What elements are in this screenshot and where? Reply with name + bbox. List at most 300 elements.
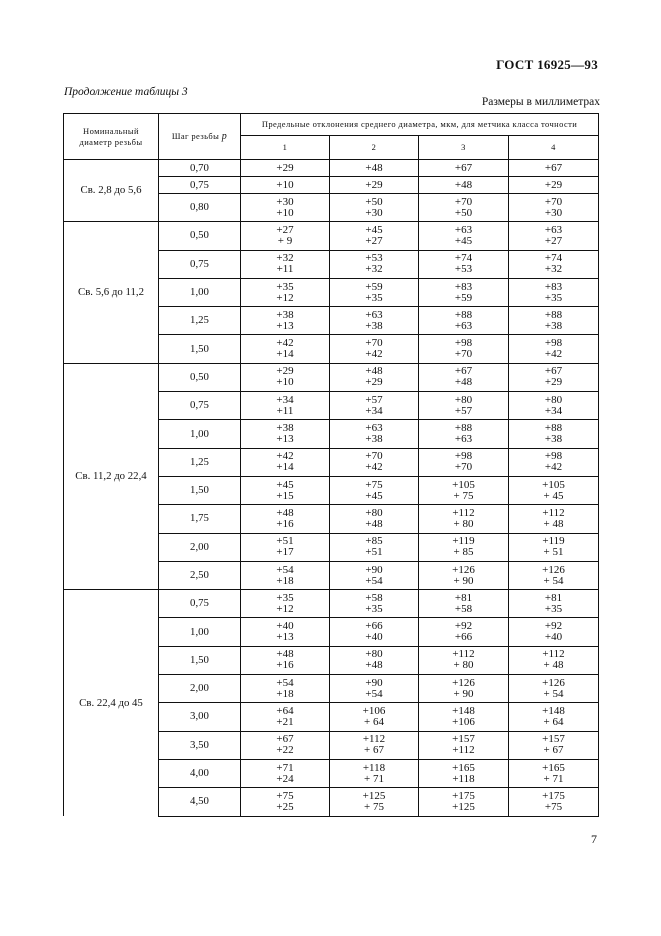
upper-deviation: +126	[542, 563, 565, 576]
lower-deviation: +63	[454, 433, 473, 446]
thread-pitch-cell: 1,00	[159, 618, 241, 646]
upper-deviation: +175	[452, 789, 475, 802]
deviation-cell-class-1	[241, 646, 330, 674]
upper-deviation: +75	[365, 478, 383, 491]
upper-deviation: +98	[544, 337, 563, 350]
deviation-cell-class-1	[241, 561, 330, 589]
lower-deviation: +42	[544, 461, 563, 474]
thread-pitch-cell: 1,75	[159, 505, 241, 533]
table-row	[64, 222, 599, 250]
upper-deviation: +67	[454, 365, 473, 378]
lower-deviation: +25	[276, 800, 294, 813]
upper-deviation: +81	[544, 591, 563, 604]
deviation-cell-class-1	[241, 160, 330, 177]
lower-deviation: +63	[454, 319, 473, 332]
deviation-cell-class-3	[419, 278, 509, 306]
upper-deviation: +32	[276, 252, 294, 265]
deviation-cell-class-3	[419, 476, 509, 504]
deviation-cell-class-1	[241, 590, 330, 618]
deviation-cell-class-3	[419, 618, 509, 646]
lower-deviation: + 64	[364, 715, 384, 728]
lower-deviation: +35	[544, 602, 563, 615]
lower-deviation: +14	[276, 461, 294, 474]
deviation-cell-class-3	[419, 222, 509, 250]
lower-deviation: + 48	[543, 659, 564, 672]
deviation-cell-class-1	[241, 618, 330, 646]
lower-deviation: +53	[454, 263, 473, 276]
lower-deviation: +58	[454, 602, 473, 615]
lower-deviation: +10	[276, 206, 294, 219]
upper-deviation: +54	[276, 676, 294, 689]
lower-deviation: + 90	[453, 574, 474, 587]
deviation-cell-class-3	[419, 505, 509, 533]
deviation-cell-class-1	[241, 759, 330, 787]
nominal-diameter-cell: Св. 22,4 до 45	[64, 590, 159, 816]
deviation-cell-class-4	[509, 307, 599, 335]
upper-deviation: +45	[276, 478, 294, 491]
lower-deviation: +54	[365, 687, 383, 700]
lower-deviation: +40	[544, 631, 563, 644]
deviation-cell-class-4	[509, 222, 599, 250]
deviation-cell-class-3	[419, 759, 509, 787]
deviation-cell-class-1	[241, 731, 330, 759]
thread-pitch-cell: 0,75	[159, 392, 241, 420]
upper-deviation: +98	[454, 450, 473, 463]
thread-pitch-cell: 3,00	[159, 703, 241, 731]
deviation-cell-class-2	[330, 278, 419, 306]
thread-pitch-cell: 2,00	[159, 675, 241, 703]
lower-deviation: +70	[454, 348, 473, 361]
deviation-cell-class-2	[330, 675, 419, 703]
deviation-cell-class-3	[419, 250, 509, 278]
upper-deviation: +63	[544, 223, 563, 236]
deviation-cell-class-2	[330, 160, 419, 177]
thread-pitch-cell: 1,00	[159, 278, 241, 306]
lower-deviation: +10	[276, 376, 294, 389]
header-pitch-symbol: p	[221, 131, 228, 142]
upper-deviation: +74	[454, 252, 473, 265]
upper-deviation: +67	[544, 161, 563, 174]
upper-deviation: +112	[452, 648, 475, 661]
upper-deviation: +165	[452, 761, 475, 774]
deviation-cell-class-4	[509, 335, 599, 363]
upper-deviation: +165	[542, 761, 565, 774]
lower-deviation: + 75	[364, 800, 384, 813]
deviation-cell-class-3	[419, 788, 509, 816]
upper-deviation: +92	[454, 620, 473, 633]
deviation-cell-class-3	[419, 703, 509, 731]
lower-deviation: +13	[276, 319, 294, 332]
deviation-cell-class-2	[330, 618, 419, 646]
lower-deviation: +118	[452, 772, 475, 785]
upper-deviation: +67	[276, 733, 294, 746]
deviation-cell-class-1	[241, 505, 330, 533]
lower-deviation: +16	[276, 659, 294, 672]
lower-deviation: +18	[276, 687, 294, 700]
lower-deviation: + 75	[453, 489, 474, 502]
lower-deviation: + 80	[453, 517, 474, 530]
deviation-cell-class-1	[241, 222, 330, 250]
thread-pitch-cell: 1,25	[159, 307, 241, 335]
upper-deviation: +40	[276, 620, 294, 633]
lower-deviation: + 48	[543, 517, 564, 530]
upper-deviation: +48	[365, 161, 383, 174]
deviation-cell-class-3	[419, 646, 509, 674]
thread-pitch-cell: 1,50	[159, 335, 241, 363]
lower-deviation: +21	[276, 715, 294, 728]
lower-deviation: +38	[365, 433, 383, 446]
upper-deviation: +126	[452, 563, 475, 576]
upper-deviation: +53	[365, 252, 383, 265]
upper-deviation: +106	[362, 704, 386, 717]
lower-deviation: + 51	[543, 546, 564, 559]
lower-deviation: +42	[365, 461, 383, 474]
upper-deviation: +29	[544, 178, 563, 191]
deviation-cell-class-2	[330, 335, 419, 363]
upper-deviation: +112	[362, 733, 386, 746]
deviation-cell-class-1	[241, 307, 330, 335]
deviation-cell-class-1	[241, 250, 330, 278]
upper-deviation: +57	[365, 393, 383, 406]
lower-deviation: +35	[365, 291, 383, 304]
upper-deviation: +35	[276, 591, 294, 604]
deviation-cell-class-1	[241, 703, 330, 731]
upper-deviation: +119	[452, 535, 475, 548]
upper-deviation: +38	[276, 308, 294, 321]
deviation-cell-class-1	[241, 675, 330, 703]
upper-deviation: +67	[544, 365, 563, 378]
upper-deviation: +88	[544, 308, 563, 321]
upper-deviation: +88	[454, 422, 473, 435]
upper-deviation: +48	[454, 178, 473, 191]
deviation-cell-class-1	[241, 194, 330, 222]
deviation-cell-class-4	[509, 618, 599, 646]
lower-deviation: + 54	[543, 574, 564, 587]
lower-deviation: + 54	[543, 687, 564, 700]
deviation-cell-class-2	[330, 590, 419, 618]
upper-deviation: +88	[544, 422, 563, 435]
lower-deviation: + 71	[543, 772, 564, 785]
thread-pitch-cell: 3,50	[159, 731, 241, 759]
upper-deviation: +126	[542, 676, 565, 689]
deviation-cell-class-4	[509, 420, 599, 448]
deviation-cell-class-2	[330, 250, 419, 278]
upper-deviation: +67	[454, 161, 473, 174]
upper-deviation: +45	[365, 223, 383, 236]
deviation-cell-class-3	[419, 160, 509, 177]
upper-deviation: +42	[276, 450, 294, 463]
lower-deviation: +32	[544, 263, 563, 276]
deviation-cell-class-3	[419, 590, 509, 618]
upper-deviation: +29	[276, 161, 294, 174]
upper-deviation: +81	[454, 591, 473, 604]
upper-deviation: +112	[542, 506, 565, 519]
lower-deviation: +42	[365, 348, 383, 361]
lower-deviation: +70	[454, 461, 473, 474]
upper-deviation: +63	[454, 223, 473, 236]
deviation-cell-class-4	[509, 160, 599, 177]
upper-deviation: +34	[276, 393, 294, 406]
deviation-cell-class-1	[241, 278, 330, 306]
upper-deviation: +112	[542, 648, 565, 661]
lower-deviation: +75	[544, 800, 563, 813]
deviation-cell-class-4	[509, 590, 599, 618]
lower-deviation: +112	[452, 744, 475, 757]
deviation-cell-class-3	[419, 420, 509, 448]
tolerance-table	[63, 113, 599, 817]
upper-deviation: +98	[454, 337, 473, 350]
deviation-cell-class-1	[241, 476, 330, 504]
lower-deviation: + 9	[277, 234, 293, 247]
upper-deviation: +48	[276, 506, 294, 519]
upper-deviation: +80	[365, 648, 383, 661]
upper-deviation: +29	[365, 178, 383, 191]
upper-deviation: +35	[276, 280, 294, 293]
deviation-cell-class-2	[330, 194, 419, 222]
deviation-cell-class-4	[509, 476, 599, 504]
header-deviation: Предельные отклонения среднего диаметра, мкм, для метчика класса точности	[241, 114, 599, 136]
lower-deviation: + 67	[543, 744, 564, 757]
header-class-3: 3	[419, 136, 509, 160]
thread-pitch-cell: 1,50	[159, 646, 241, 674]
standard-number: ГОСТ 16925—93	[496, 57, 598, 72]
upper-deviation: +54	[276, 563, 294, 576]
deviation-cell-class-2	[330, 177, 419, 194]
table-row	[64, 363, 599, 391]
upper-deviation: +70	[365, 337, 383, 350]
deviation-cell-class-3	[419, 177, 509, 194]
lower-deviation: + 71	[364, 772, 384, 785]
lower-deviation: +27	[544, 234, 563, 247]
upper-deviation: +92	[544, 620, 563, 633]
table-continuation-caption: Продолжение таблицы 3	[64, 86, 188, 98]
deviation-cell-class-3	[419, 335, 509, 363]
thread-pitch-cell: 0,50	[159, 363, 241, 391]
deviation-cell-class-2	[330, 703, 419, 731]
lower-deviation: +14	[276, 348, 294, 361]
upper-deviation: +83	[454, 280, 473, 293]
deviation-cell-class-3	[419, 675, 509, 703]
header-pitch-label: Шаг резьбы	[171, 131, 220, 141]
upper-deviation: +74	[544, 252, 563, 265]
deviation-cell-class-3	[419, 533, 509, 561]
lower-deviation: +38	[544, 319, 563, 332]
lower-deviation: + 64	[543, 715, 564, 728]
lower-deviation: +45	[365, 489, 383, 502]
table-body	[64, 160, 599, 817]
lower-deviation: +50	[454, 206, 473, 219]
upper-deviation: +48	[276, 648, 294, 661]
lower-deviation: + 90	[453, 687, 474, 700]
deviation-cell-class-2	[330, 731, 419, 759]
header-nominal-diameter: Номинальный диаметр резьбы	[64, 114, 159, 160]
lower-deviation: +11	[276, 263, 294, 276]
lower-deviation: +48	[365, 517, 383, 530]
upper-deviation: +157	[542, 733, 565, 746]
upper-deviation: +105	[542, 478, 565, 491]
upper-deviation: +30	[276, 195, 294, 208]
lower-deviation: +59	[454, 291, 473, 304]
upper-deviation: +50	[365, 195, 383, 208]
upper-deviation: +90	[365, 676, 383, 689]
lower-deviation: +18	[276, 574, 294, 587]
lower-deviation: +34	[365, 404, 383, 417]
upper-deviation: +112	[452, 506, 475, 519]
upper-deviation: +148	[542, 704, 565, 717]
lower-deviation: +12	[276, 291, 294, 304]
lower-deviation: +17	[276, 546, 294, 559]
upper-deviation: +105	[452, 478, 475, 491]
lower-deviation: +27	[365, 234, 383, 247]
upper-deviation: +175	[542, 789, 565, 802]
upper-deviation: +157	[452, 733, 475, 746]
deviation-cell-class-3	[419, 561, 509, 589]
upper-deviation: +148	[452, 704, 475, 717]
thread-pitch-cell: 1,25	[159, 448, 241, 476]
deviation-cell-class-4	[509, 561, 599, 589]
deviation-cell-class-1	[241, 177, 330, 194]
nominal-diameter-cell: Св. 5,6 до 11,2	[64, 222, 159, 363]
deviation-cell-class-2	[330, 533, 419, 561]
deviation-cell-class-1	[241, 533, 330, 561]
lower-deviation: +22	[276, 744, 294, 757]
thread-pitch-cell: 2,50	[159, 561, 241, 589]
deviation-cell-class-2	[330, 646, 419, 674]
deviation-cell-class-4	[509, 731, 599, 759]
upper-deviation: +70	[544, 195, 563, 208]
deviation-cell-class-3	[419, 448, 509, 476]
thread-pitch-cell: 0,75	[159, 250, 241, 278]
upper-deviation: +27	[276, 223, 294, 236]
deviation-cell-class-2	[330, 759, 419, 787]
header-class-2: 2	[330, 136, 419, 160]
upper-deviation: +51	[276, 535, 294, 548]
upper-deviation: +125	[362, 789, 386, 802]
upper-deviation: +126	[452, 676, 475, 689]
lower-deviation: +66	[454, 631, 473, 644]
lower-deviation: + 80	[453, 659, 474, 672]
deviation-cell-class-3	[419, 194, 509, 222]
thread-pitch-cell: 0,75	[159, 177, 241, 194]
upper-deviation: +64	[276, 704, 294, 717]
upper-deviation: +63	[365, 308, 383, 321]
upper-deviation: +70	[454, 195, 473, 208]
upper-deviation: +118	[362, 761, 386, 774]
lower-deviation: +42	[544, 348, 563, 361]
upper-deviation: +85	[365, 535, 383, 548]
upper-deviation: +70	[365, 450, 383, 463]
upper-deviation: +29	[276, 365, 294, 378]
upper-deviation: +80	[454, 393, 473, 406]
lower-deviation: +15	[276, 489, 294, 502]
thread-pitch-cell: 0,70	[159, 160, 241, 177]
deviation-cell-class-1	[241, 420, 330, 448]
thread-pitch-cell: 0,75	[159, 590, 241, 618]
lower-deviation: +54	[365, 574, 383, 587]
deviation-cell-class-1	[241, 448, 330, 476]
deviation-cell-class-2	[330, 448, 419, 476]
header-thread-pitch	[159, 114, 241, 160]
deviation-cell-class-4	[509, 448, 599, 476]
lower-deviation: +16	[276, 517, 294, 530]
lower-deviation: +24	[276, 772, 294, 785]
upper-deviation: +71	[276, 761, 294, 774]
deviation-cell-class-2	[330, 505, 419, 533]
deviation-cell-class-1	[241, 788, 330, 816]
deviation-cell-class-4	[509, 533, 599, 561]
deviation-cell-class-2	[330, 392, 419, 420]
nominal-diameter-cell: Св. 11,2 до 22,4	[64, 363, 159, 589]
lower-deviation: +38	[365, 319, 383, 332]
lower-deviation: +13	[276, 631, 294, 644]
lower-deviation: +12	[276, 602, 294, 615]
lower-deviation: +35	[365, 602, 383, 615]
upper-deviation: +90	[365, 563, 383, 576]
upper-deviation: +58	[365, 591, 383, 604]
lower-deviation: + 85	[453, 546, 474, 559]
lower-deviation: +11	[276, 404, 294, 417]
upper-deviation: +75	[276, 789, 294, 802]
nominal-diameter-cell: Св. 2,8 до 5,6	[64, 160, 159, 222]
deviation-cell-class-4	[509, 505, 599, 533]
upper-deviation: +88	[454, 308, 473, 321]
header-class-4: 4	[509, 136, 599, 160]
deviation-cell-class-3	[419, 731, 509, 759]
upper-deviation: +59	[365, 280, 383, 293]
lower-deviation: +57	[454, 404, 473, 417]
page-number: 7	[591, 832, 597, 846]
deviation-cell-class-4	[509, 703, 599, 731]
deviation-cell-class-4	[509, 177, 599, 194]
deviation-cell-class-4	[509, 646, 599, 674]
deviation-cell-class-2	[330, 222, 419, 250]
deviation-cell-class-2	[330, 363, 419, 391]
lower-deviation: +48	[365, 659, 383, 672]
table-row	[64, 160, 599, 177]
deviation-cell-class-4	[509, 788, 599, 816]
thread-pitch-cell: 2,00	[159, 533, 241, 561]
upper-deviation: +66	[365, 620, 383, 633]
lower-deviation: +40	[365, 631, 383, 644]
thread-pitch-cell: 1,50	[159, 476, 241, 504]
upper-deviation: +38	[276, 422, 294, 435]
lower-deviation: +45	[454, 234, 473, 247]
deviation-cell-class-3	[419, 392, 509, 420]
lower-deviation: +32	[365, 263, 383, 276]
upper-deviation: +80	[544, 393, 563, 406]
thread-pitch-cell: 4,00	[159, 759, 241, 787]
upper-deviation: +48	[365, 365, 383, 378]
lower-deviation: +29	[365, 376, 383, 389]
header-class-1: 1	[241, 136, 330, 160]
deviation-cell-class-4	[509, 278, 599, 306]
upper-deviation: +10	[276, 178, 294, 191]
deviation-cell-class-4	[509, 250, 599, 278]
units-note: Размеры в миллиметрах	[481, 96, 600, 108]
deviation-cell-class-4	[509, 392, 599, 420]
deviation-cell-class-2	[330, 307, 419, 335]
deviation-cell-class-3	[419, 363, 509, 391]
lower-deviation: +34	[544, 404, 563, 417]
lower-deviation: +29	[544, 376, 563, 389]
upper-deviation: +119	[542, 535, 565, 548]
thread-pitch-cell: 0,50	[159, 222, 241, 250]
upper-deviation: +42	[276, 337, 294, 350]
lower-deviation: +35	[544, 291, 563, 304]
upper-deviation: +63	[365, 422, 383, 435]
upper-deviation: +98	[544, 450, 563, 463]
lower-deviation: +30	[365, 206, 383, 219]
